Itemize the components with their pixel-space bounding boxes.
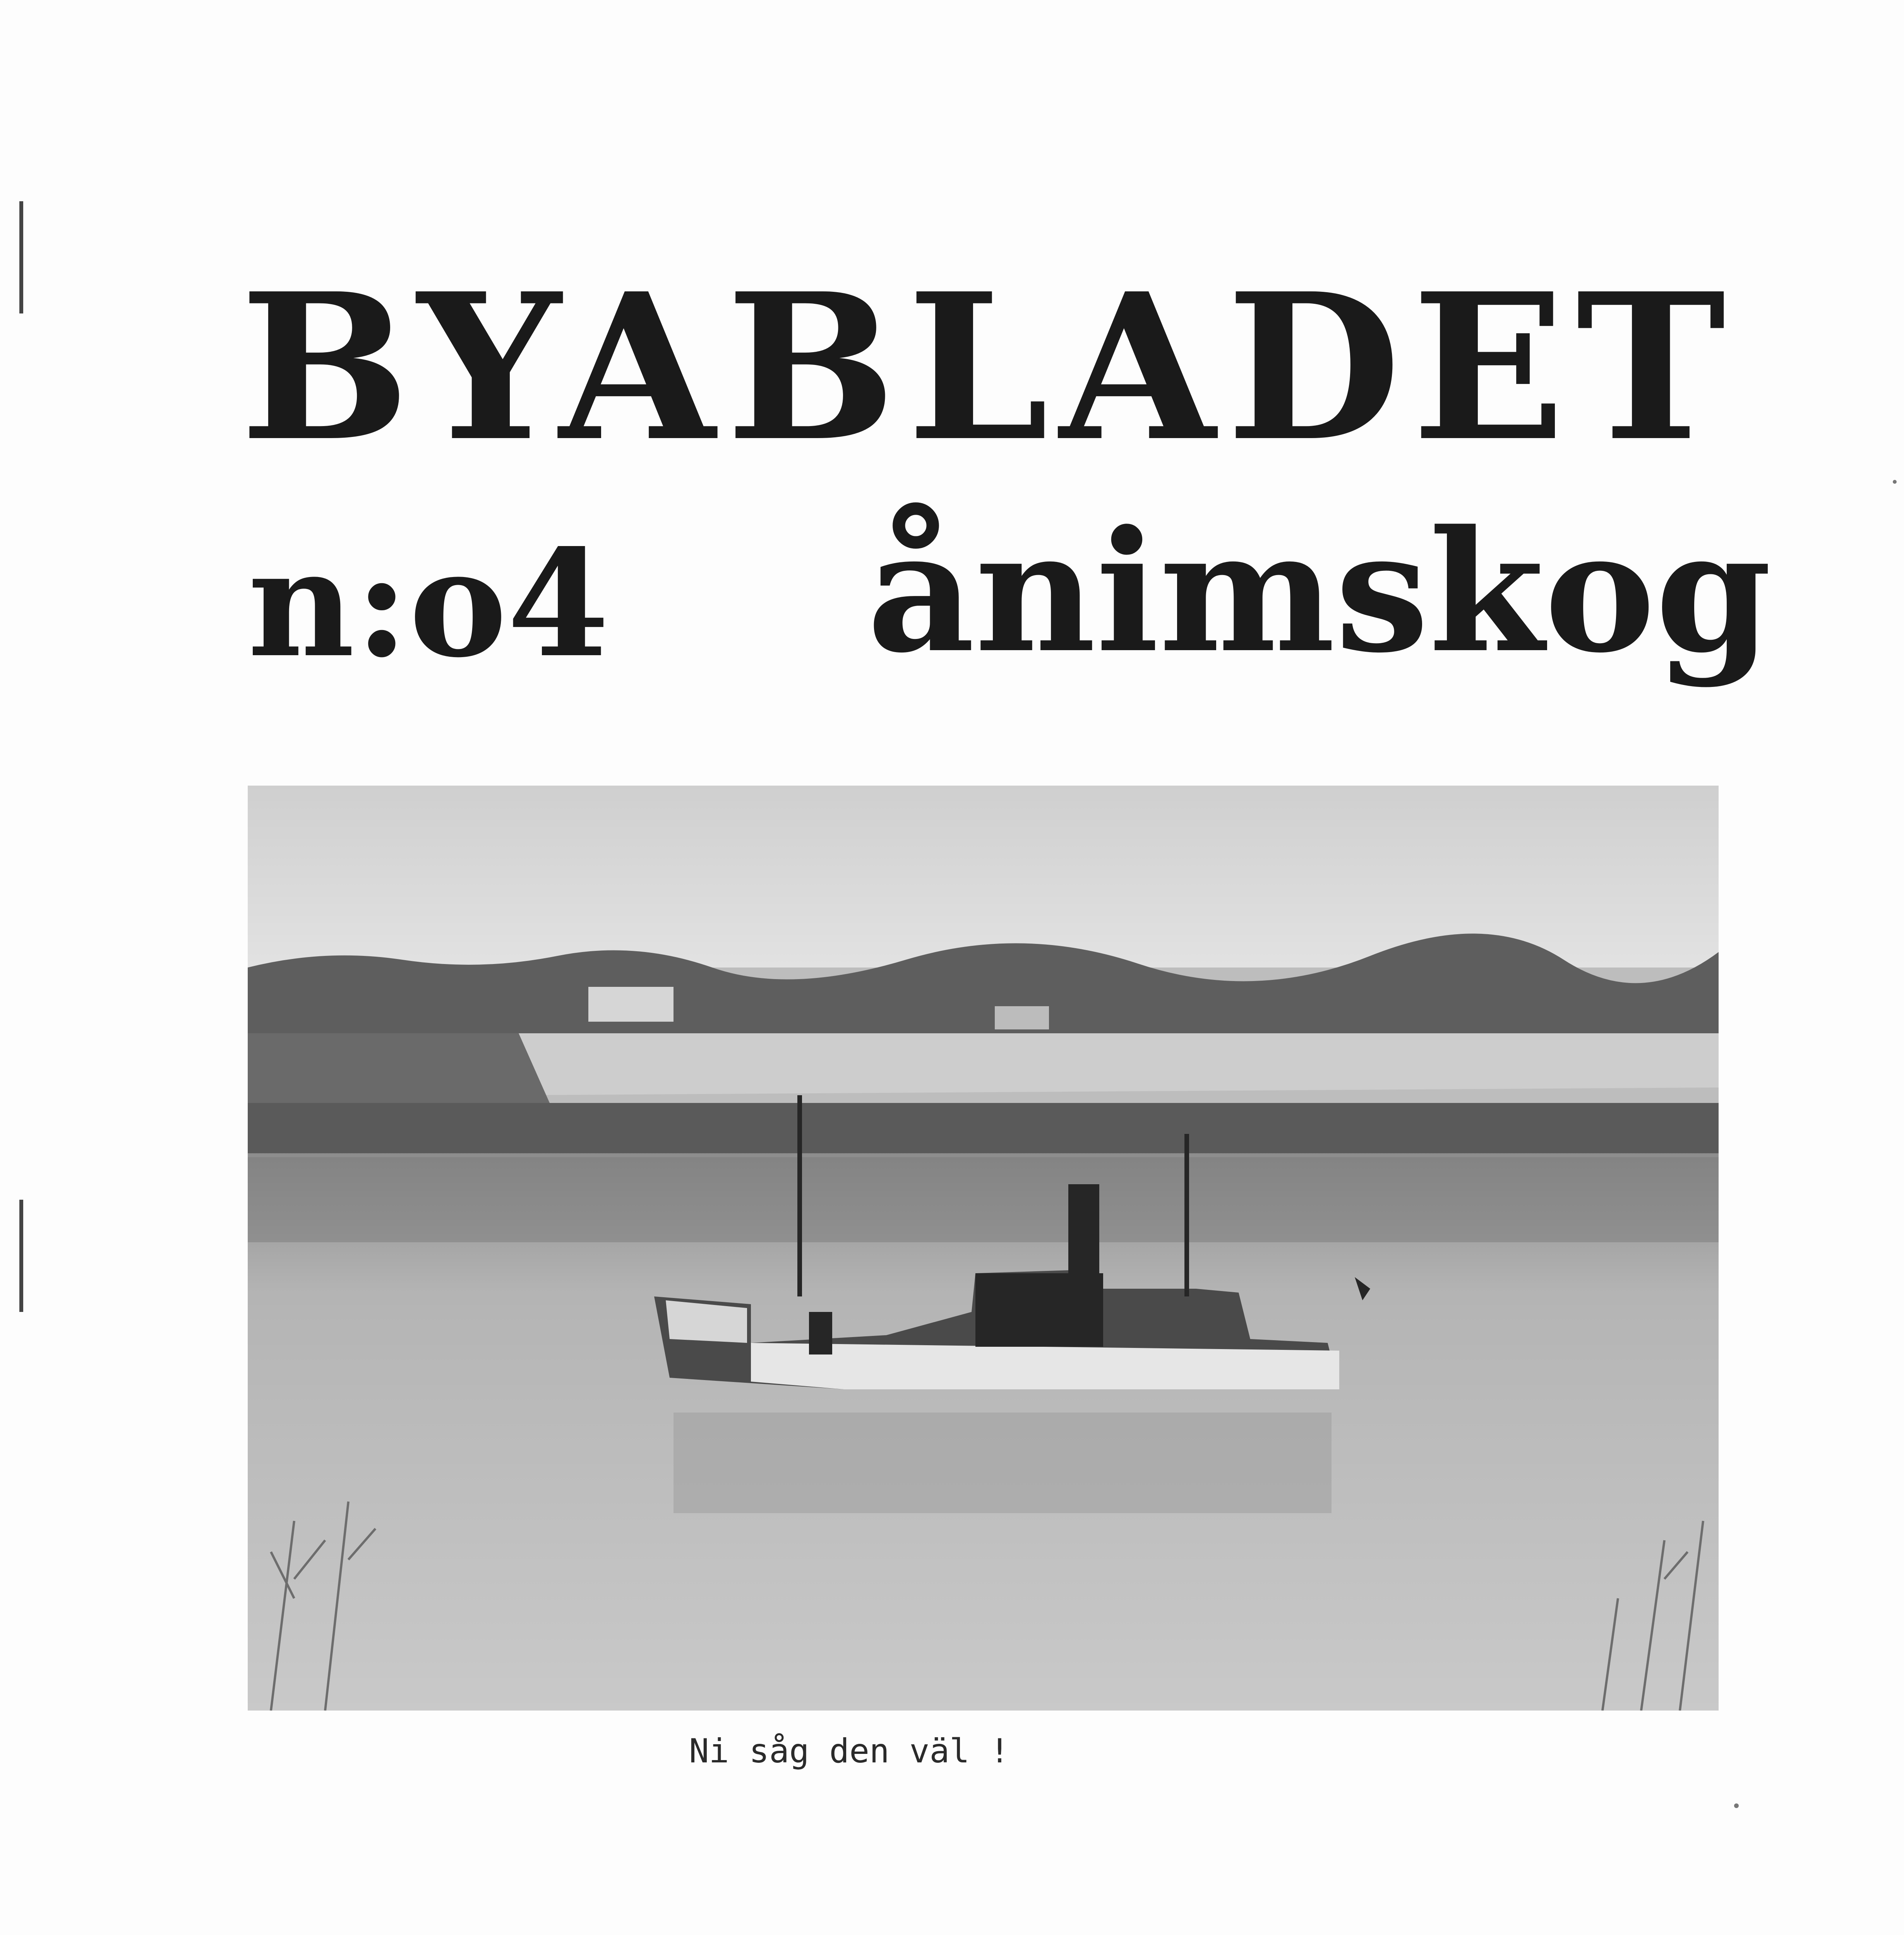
steamboat-photo-illustration — [248, 786, 1719, 1711]
issue-number: n:o4 — [248, 517, 610, 690]
cover-photo-steamboat — [248, 786, 1719, 1711]
staple-mark — [19, 201, 23, 313]
place-name: ånimskog — [867, 494, 1772, 690]
scan-speck — [1734, 1803, 1739, 1808]
masthead-title: BYABLADET — [240, 249, 1737, 486]
staple-mark — [19, 1200, 23, 1312]
scan-speck — [1893, 480, 1897, 484]
photo-caption: Ni såg den väl ! — [689, 1732, 1010, 1771]
